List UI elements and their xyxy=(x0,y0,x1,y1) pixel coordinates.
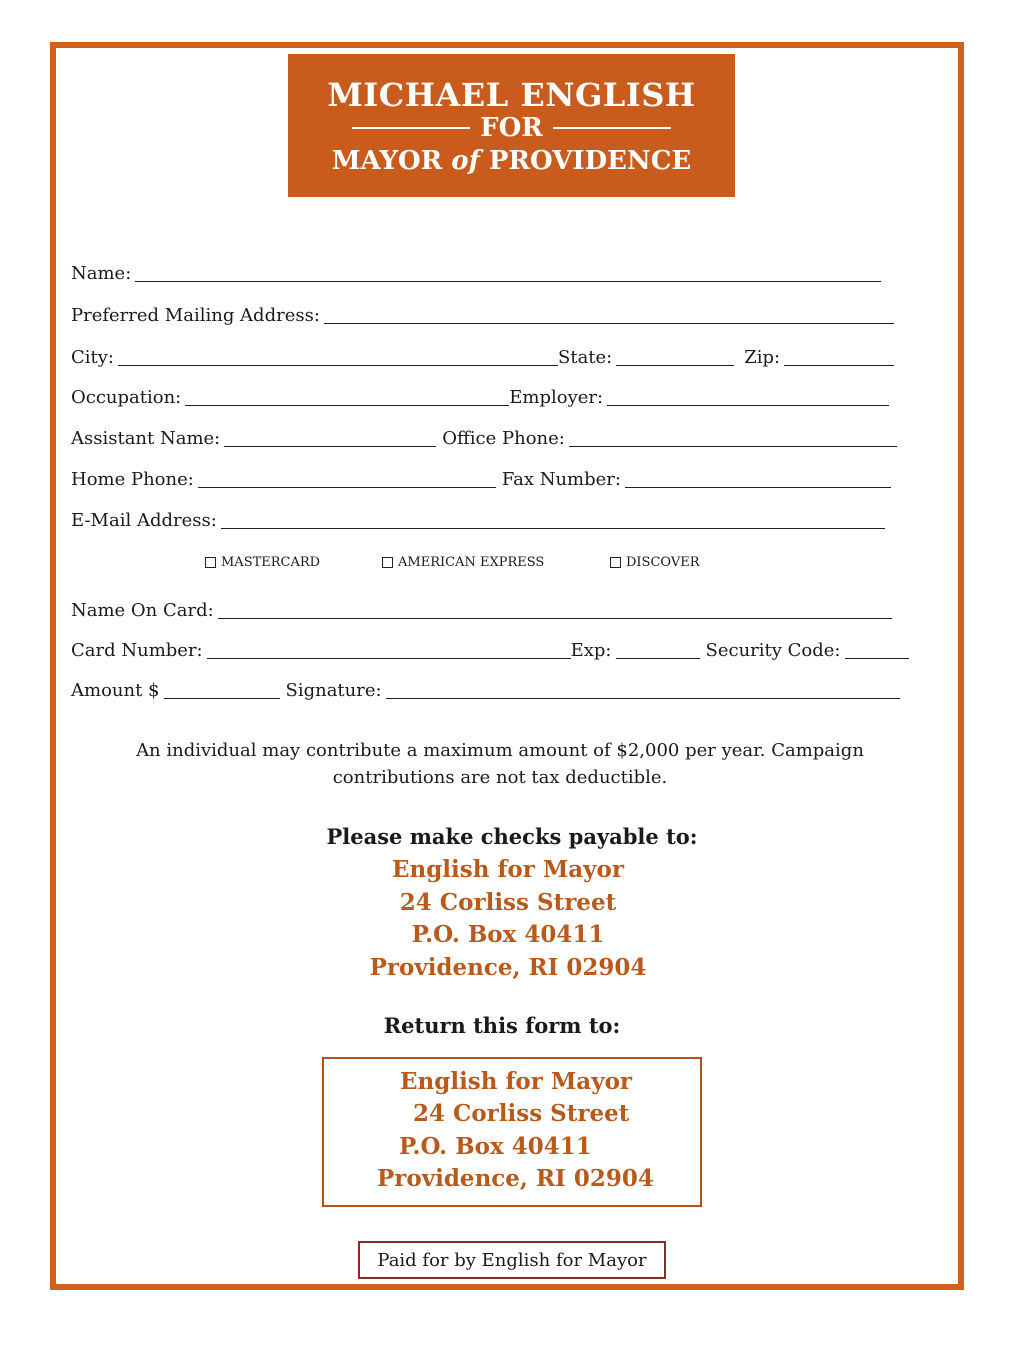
security-code-field[interactable] xyxy=(845,642,909,659)
amex-label: AMERICAN EXPRESS xyxy=(398,555,545,570)
mailing-field[interactable] xyxy=(324,307,894,324)
card-number-label: Card Number: xyxy=(71,640,203,661)
banner-office-city: PROVIDENCE xyxy=(479,146,692,176)
discover-checkbox[interactable] xyxy=(610,557,621,568)
email-row xyxy=(71,508,885,532)
banner-candidate-name: MICHAEL ENGLISH xyxy=(327,76,696,114)
checks-heading: Please make checks payable to: xyxy=(326,824,698,849)
amex-option[interactable] xyxy=(382,555,610,570)
home-phone-field[interactable] xyxy=(198,471,496,488)
payable-address xyxy=(0,854,1016,984)
banner-rule-right xyxy=(553,127,671,129)
card-number-field[interactable] xyxy=(207,642,571,659)
discover-option[interactable] xyxy=(610,555,700,570)
home-phone-row xyxy=(71,467,891,491)
mailing-row xyxy=(71,303,894,327)
payable-address-line: P.O. Box 40411 xyxy=(411,921,605,948)
return-address-line: P.O. Box 40411 xyxy=(399,1133,592,1160)
payable-address-line: Providence, RI 02904 xyxy=(369,953,647,981)
home-phone-label: Home Phone: xyxy=(71,469,194,490)
exp-field[interactable] xyxy=(616,642,700,659)
assistant-label: Assistant Name: xyxy=(71,428,221,449)
payable-address-line: English for Mayor xyxy=(391,856,625,883)
banner-office-mayor: MAYOR xyxy=(331,146,452,176)
fax-field[interactable] xyxy=(625,471,891,488)
city-row xyxy=(71,345,894,369)
name-label: Name: xyxy=(71,263,132,284)
banner-office-of: of xyxy=(451,146,480,176)
banner-for: FOR xyxy=(480,113,543,143)
amount-field[interactable] xyxy=(164,682,280,699)
fax-label: Fax Number: xyxy=(501,469,621,490)
mastercard-option[interactable] xyxy=(205,555,382,570)
security-code-label: Security Code: xyxy=(705,640,841,661)
name-on-card-label: Name On Card: xyxy=(71,600,214,621)
return-address-line: 24 Corliss Street xyxy=(413,1100,630,1127)
name-row xyxy=(71,261,881,285)
city-label: City: xyxy=(71,347,114,368)
return-address-line: Providence, RI 02904 xyxy=(377,1165,654,1192)
amount-row xyxy=(71,678,900,702)
signature-label: Signature: xyxy=(285,680,382,701)
email-label: E-Mail Address: xyxy=(71,510,217,531)
employer-label: Employer: xyxy=(509,387,604,408)
occupation-label: Occupation: xyxy=(71,387,182,408)
amex-checkbox[interactable] xyxy=(382,557,393,568)
exp-label: Exp: xyxy=(570,640,612,661)
contribution-note: An individual may contribute a maximum amount of $2,000 per year. Campaign contributions are not tax deductible. xyxy=(136,740,864,788)
employer-field[interactable] xyxy=(607,389,889,406)
campaign-banner xyxy=(288,54,735,197)
payable-address-line: 24 Corliss Street xyxy=(399,888,617,916)
mailing-label: Preferred Mailing Address: xyxy=(71,305,320,326)
city-field[interactable] xyxy=(118,349,558,366)
name-on-card-row xyxy=(71,598,892,622)
assistant-row xyxy=(71,426,897,450)
banner-office xyxy=(288,145,735,177)
occupation-field[interactable] xyxy=(185,389,509,406)
return-address-box xyxy=(322,1057,702,1207)
discover-label: DISCOVER xyxy=(626,555,700,570)
mastercard-checkbox[interactable] xyxy=(205,557,216,568)
card-type-options xyxy=(205,555,700,570)
name-field[interactable] xyxy=(135,265,881,282)
zip-label: Zip: xyxy=(744,347,781,368)
return-address-line: English for Mayor xyxy=(400,1068,633,1095)
zip-field[interactable] xyxy=(784,349,894,366)
banner-rule-left xyxy=(352,127,470,129)
email-field[interactable] xyxy=(221,512,885,529)
banner-for-line xyxy=(288,113,735,143)
signature-field[interactable] xyxy=(386,682,900,699)
return-heading: Return this form to: xyxy=(383,1013,621,1038)
card-number-row xyxy=(71,638,909,662)
office-phone-field[interactable] xyxy=(569,430,897,447)
paid-for-disclaimer: Paid for by English for Mayor xyxy=(358,1241,666,1279)
state-label: State: xyxy=(558,347,613,368)
mastercard-label: MASTERCARD xyxy=(221,555,321,570)
occupation-row xyxy=(71,385,889,409)
office-phone-label: Office Phone: xyxy=(442,428,565,449)
assistant-field[interactable] xyxy=(224,430,436,447)
amount-label: Amount $ xyxy=(71,680,160,701)
state-field[interactable] xyxy=(616,349,734,366)
name-on-card-field[interactable] xyxy=(218,602,892,619)
